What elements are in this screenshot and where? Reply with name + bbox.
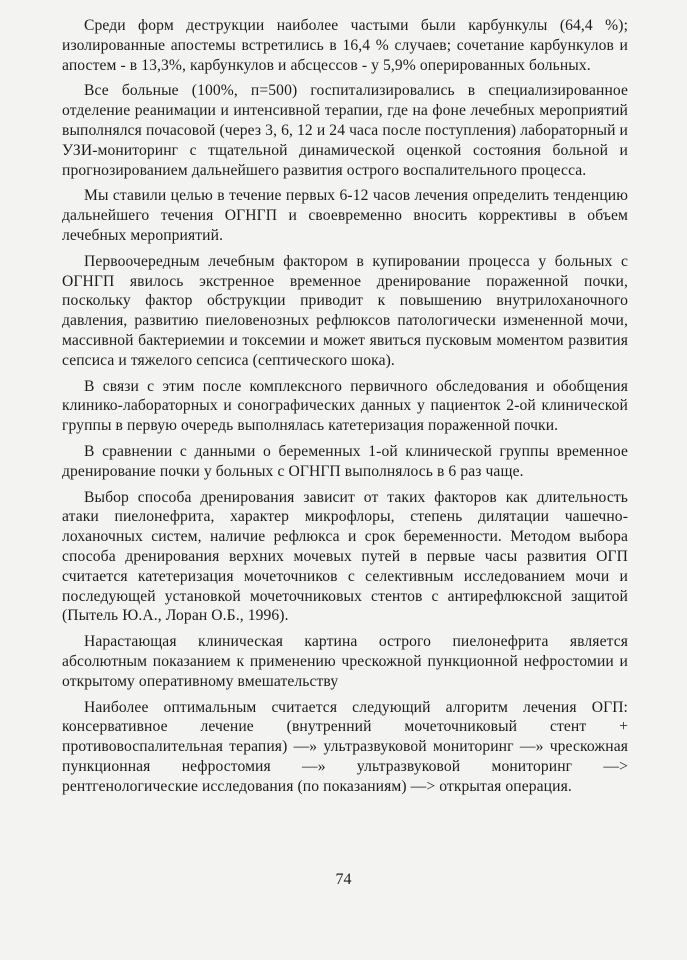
paragraph-comparison: В сравнении с данными о беременных 1-ой клинической группы временное дренирование почки у больных с ОГНГП выполнялось в 6 раз чаще. xyxy=(62,442,628,480)
paragraph-treatment-algorithm: Наиболее оптимальным считается следующий алгоритм лечения ОГП: консервативное лечение (внутренний мочеточниковый стент + противовоспалительная терапия) —» ультразвуковой мониторинг —» чрескожная пункционная нефростомия —» ультразвуковой мониторинг —> рентгенологические исследования (по показаниям) —> открытая операция. xyxy=(62,698,628,795)
page-number: 74 xyxy=(335,871,352,888)
paragraph-catheterization: В связи с этим после комплексного первичного обследования и обобщения клинико-лабораторных и сонографических данных у пациенток 2-ой клинической группы в первую очередь выполнялась катетеризация пораженной почки. xyxy=(62,377,628,435)
paragraph-drainage-priority: Первоочередным лечебным фактором в купировании процесса у больных с ОГНГП явилось экстренное временное дренирование пораженной почки, поскольку фактор обструкции приводит к повышению внутрилоханочного давления, развитию пиеловенозных рефлюксов патологически измененной мочи, массивной бактериемии и токсемии и может явиться пусковым моментом развития сепсиса и тяжелого сепсиса (септического шока). xyxy=(62,252,628,369)
body-text xyxy=(62,16,628,802)
paragraph-drainage-choice: Выбор способа дренирования зависит от таких факторов как длительность атаки пиелонефрита, характер микрофлоры, степень дилятации чашечно-лоханочных систем, наличие рефлюкса и срок беременности. Методом выбора способа дренирования верхних мочевых путей в первые часы развития ОГП считается катетеризация мочеточников с селективным исследованием мочи и последующей установкой мочеточниковых стентов с антирефлюксной защитой (Пытель Ю.А., Лоран О.Б., 1996). xyxy=(62,488,628,625)
paragraph-nephrostomy-indication: Нарастающая клиническая картина острого пиелонефрита является абсолютным показанием к применению чрескожной пункционной нефростомии и открытому оперативному вмешательству xyxy=(62,633,628,690)
paragraph-goal: Мы ставили целью в течение первых 6-12 часов лечения определить тенденцию дальнейшего течения ОГНГП и своевременно вносить коррективы в объем лечебных мероприятий. xyxy=(62,187,628,244)
paragraph-destruction-forms: Среди форм деструкции наиболее частыми были карбункулы (64,4 %); изолированные апостемы встретились в 16,4 % случаев; сочетание карбункулов и апостем - в 13,3%, карбункулов и абсцессов - у 5,9% оперированных больных. xyxy=(62,17,628,74)
paragraph-hospitalization: Все больные (100%, п=500) госпитализировались в специализированное отделение реанимации и интенсивной терапии, где на фоне лечебных мероприятий выполнялся почасовой (через 3, 6, 12 и 24 часа после поступления) лабораторный и УЗИ-мониторинг с тщательной динамической оценкой состояния больной и прогнозированием дальнейшего развития острого воспалительного процесса. xyxy=(62,82,628,179)
